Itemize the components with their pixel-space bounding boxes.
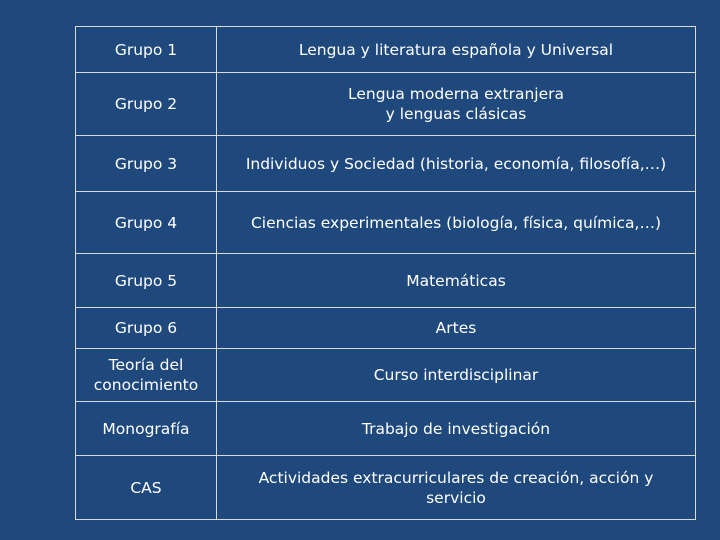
- group-cell: Monografía: [76, 402, 217, 456]
- subject-line: Lengua moderna extranjera: [347, 85, 565, 103]
- subject-cell: Ciencias experimentales (biología, física, química,…): [217, 192, 696, 254]
- group-cell: Grupo 6: [76, 308, 217, 349]
- table-row: [76, 308, 696, 349]
- subject-cell: Curso interdisciplinar: [217, 349, 696, 402]
- subject-cell: [217, 456, 696, 520]
- subject-cell: Matemáticas: [217, 254, 696, 308]
- group-line: Teoría del: [108, 356, 184, 374]
- group-cell: Grupo 4: [76, 192, 217, 254]
- table-row: [76, 402, 696, 456]
- group-cell: Grupo 1: [76, 27, 217, 73]
- table-row: [76, 192, 696, 254]
- table-row: [76, 254, 696, 308]
- group-cell: Grupo 3: [76, 136, 217, 192]
- group-cell: Grupo 5: [76, 254, 217, 308]
- group-cell: CAS: [76, 456, 217, 520]
- table-row: [76, 456, 696, 520]
- subject-line: Actividades extracurriculares de creación, acción y: [258, 468, 654, 487]
- subject-cell: [217, 73, 696, 136]
- group-cell: Grupo 2: [76, 73, 217, 136]
- subjects-table: [75, 26, 696, 520]
- subject-line: y lenguas clásicas: [385, 105, 527, 123]
- group-line: conocimiento: [93, 376, 199, 394]
- subject-cell: Trabajo de investigación: [217, 402, 696, 456]
- table-row: [76, 349, 696, 402]
- subject-cell: Lengua y literatura española y Universal: [217, 27, 696, 73]
- subject-cell: Individuos y Sociedad (historia, economía, filosofía,…): [217, 136, 696, 192]
- table-row: [76, 27, 696, 73]
- table-row: [76, 73, 696, 136]
- group-cell: [76, 349, 217, 402]
- subject-cell: Artes: [217, 308, 696, 349]
- subject-line: servicio: [426, 488, 486, 507]
- table-row: [76, 136, 696, 192]
